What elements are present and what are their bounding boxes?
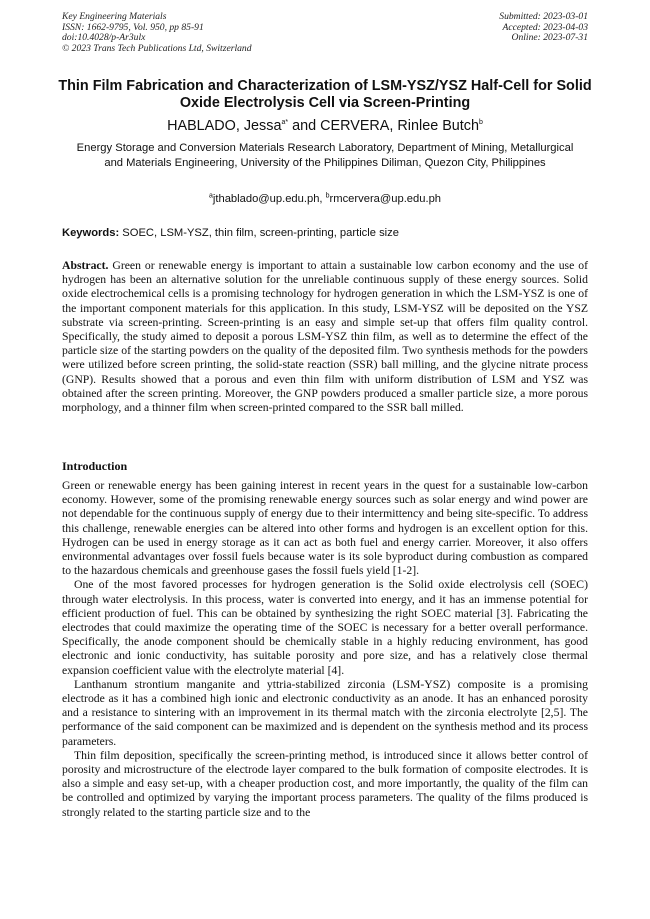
introduction-heading: Introduction bbox=[62, 459, 128, 473]
author-1-sup: a* bbox=[281, 119, 289, 127]
keywords-text: SOEC, LSM-YSZ, thin film, screen-printing, particle size bbox=[119, 227, 399, 239]
author-emails bbox=[50, 192, 600, 206]
paper-title: Thin Film Fabrication and Characterization of LSM-YSZ/YSZ Half-Cell for Solid Oxide Electrolysis Cell via Screen-Printing bbox=[58, 78, 592, 111]
intro-paragraph-4: Thin film deposition, specifically the screen-printing method, is introduced since it allows better control of porosity and microstructure of the electrode layer compared to the bulk formation of composite electrodes. It is also a simple and easy set-up, with a cheaper production cost, and more importantly, the quality of the film can be controlled and optimized by varying the important process parameters. The quality of the films produced is strongly related to the starting particle size and to the bbox=[62, 748, 588, 819]
submitted-date: Submitted: 2023-03-01 bbox=[499, 11, 588, 22]
accepted-date: Accepted: 2023-04-03 bbox=[502, 21, 588, 33]
online-date: Online: 2023-07-31 bbox=[511, 32, 588, 44]
journal-doi: doi:10.4028/p-Ar3ulx bbox=[62, 32, 146, 44]
author-2-sup: b bbox=[479, 119, 483, 127]
email-b-sup: b bbox=[325, 192, 330, 200]
author-2: CERVERA, Rinlee Butch bbox=[320, 118, 479, 134]
abstract-label: Abstract. bbox=[62, 259, 109, 272]
journal-copyright: © 2023 Trans Tech Publications Ltd, Switzerland bbox=[62, 42, 252, 54]
email-b: rmcervera@up.edu.ph bbox=[329, 193, 442, 205]
email-a-sup: a bbox=[208, 192, 213, 200]
abstract-text: Green or renewable energy is important to attain a sustainable low carbon economy and the use of hydrogen has been an alternative solution for the unreliable continuous supply of these energy sources. Solid oxide electrochemical cells is a promising technology for hydrogen generation in which the LSM-YSZ is one of the important component materials for this application. In this study, LSM-YSZ will be deposited on the YSZ substrate via screen-printing. Screen-printing is an easy and simple set-up that offers film quality control. Specifically, the study aimed to deposit a porous LSM-YSZ thin film, as well as to determine the effect of the particle size of the starting powders on the quality of the deposited film. Two synthesis methods for the powders were utilized before screen printing, the solid-state reaction (SSR) ball milling, and the glycine nitrate process (GNP). Results showed that a porous and even thin film with uniform distribution of LSM and YSZ was obtained after the screen printing. Moreover, the GNP powders produced a smaller particle size, a more porous morphology, and a thinner film when screen-printed compared to the SSR ball milled. bbox=[62, 259, 588, 415]
abstract bbox=[62, 259, 588, 415]
keywords bbox=[62, 226, 399, 240]
affiliation: Energy Storage and Conversion Materials Research Laboratory, Department of Mining, Metallurgical and Materials Engineering, University of the Philippines Diliman, Quezon City, Philippines bbox=[76, 142, 574, 169]
introduction-body bbox=[62, 479, 588, 820]
submission-dates bbox=[499, 12, 588, 44]
email-a: jthablado@up.edu.ph, bbox=[212, 193, 326, 205]
journal-name: Key Engineering Materials bbox=[62, 11, 167, 22]
author-line bbox=[50, 118, 600, 135]
journal-issn: ISSN: 1662-9795, Vol. 950, pp 85-91 bbox=[62, 21, 204, 33]
journal-info bbox=[62, 12, 252, 54]
author-connector: and bbox=[288, 118, 321, 134]
intro-paragraph-1: Green or renewable energy has been gaining interest in recent years in the quest for a sustainable low-carbon economy. However, some of the promising renewable energy sources such as solar energy and wind power are not dependable for the continuous supply of energy due to their intermittency and being site-specific. To address this challenge, renewable energies can be altered into other forms and hydrogen is an excellent option for this. Hydrogen can be used in energy storage as it can act as both fuel and energy carrier. Moreover, it also offers environmental advantages over fossil fuels because water is its sole byproduct during combustion as compared to the hazardous chemicals and greenhouse gases the fossil fuels yield [1-2]. bbox=[62, 479, 588, 578]
intro-paragraph-3: Lanthanum strontium manganite and yttria-stabilized zirconia (LSM-YSZ) composite is a promising electrode as it has a combined high ionic and electronic conductivity as an anode. It has an enhanced porosity and a resistance to sintering with an improvement in its thermal match with the zirconia electrolyte [2,5]. The performance of the said component can be maximized and is dependent on the synthesis method and its process parameters. bbox=[62, 677, 588, 748]
intro-paragraph-2: One of the most favored processes for hydrogen generation is the Solid oxide electrolysis cell (SOEC) through water electrolysis. In this process, water is converted into energy, and it has an immense potential for efficient production of fuel. This can be obtained by synthesizing the right SOEC material [3]. Fabricating the electrodes that could maximize the operating time of the SOEC is necessary for a better overall performance. Specifically, the anode component should be chemically stable in a highly reducing environment, has good electronic and ionic conductivity, has suitable porosity and pore size, and has a relatively close thermal expansion coefficient value with the electrolyte material [4]. bbox=[62, 578, 588, 677]
keywords-label: Keywords: bbox=[62, 227, 120, 239]
author-1: HABLADO, Jessa bbox=[167, 118, 282, 134]
